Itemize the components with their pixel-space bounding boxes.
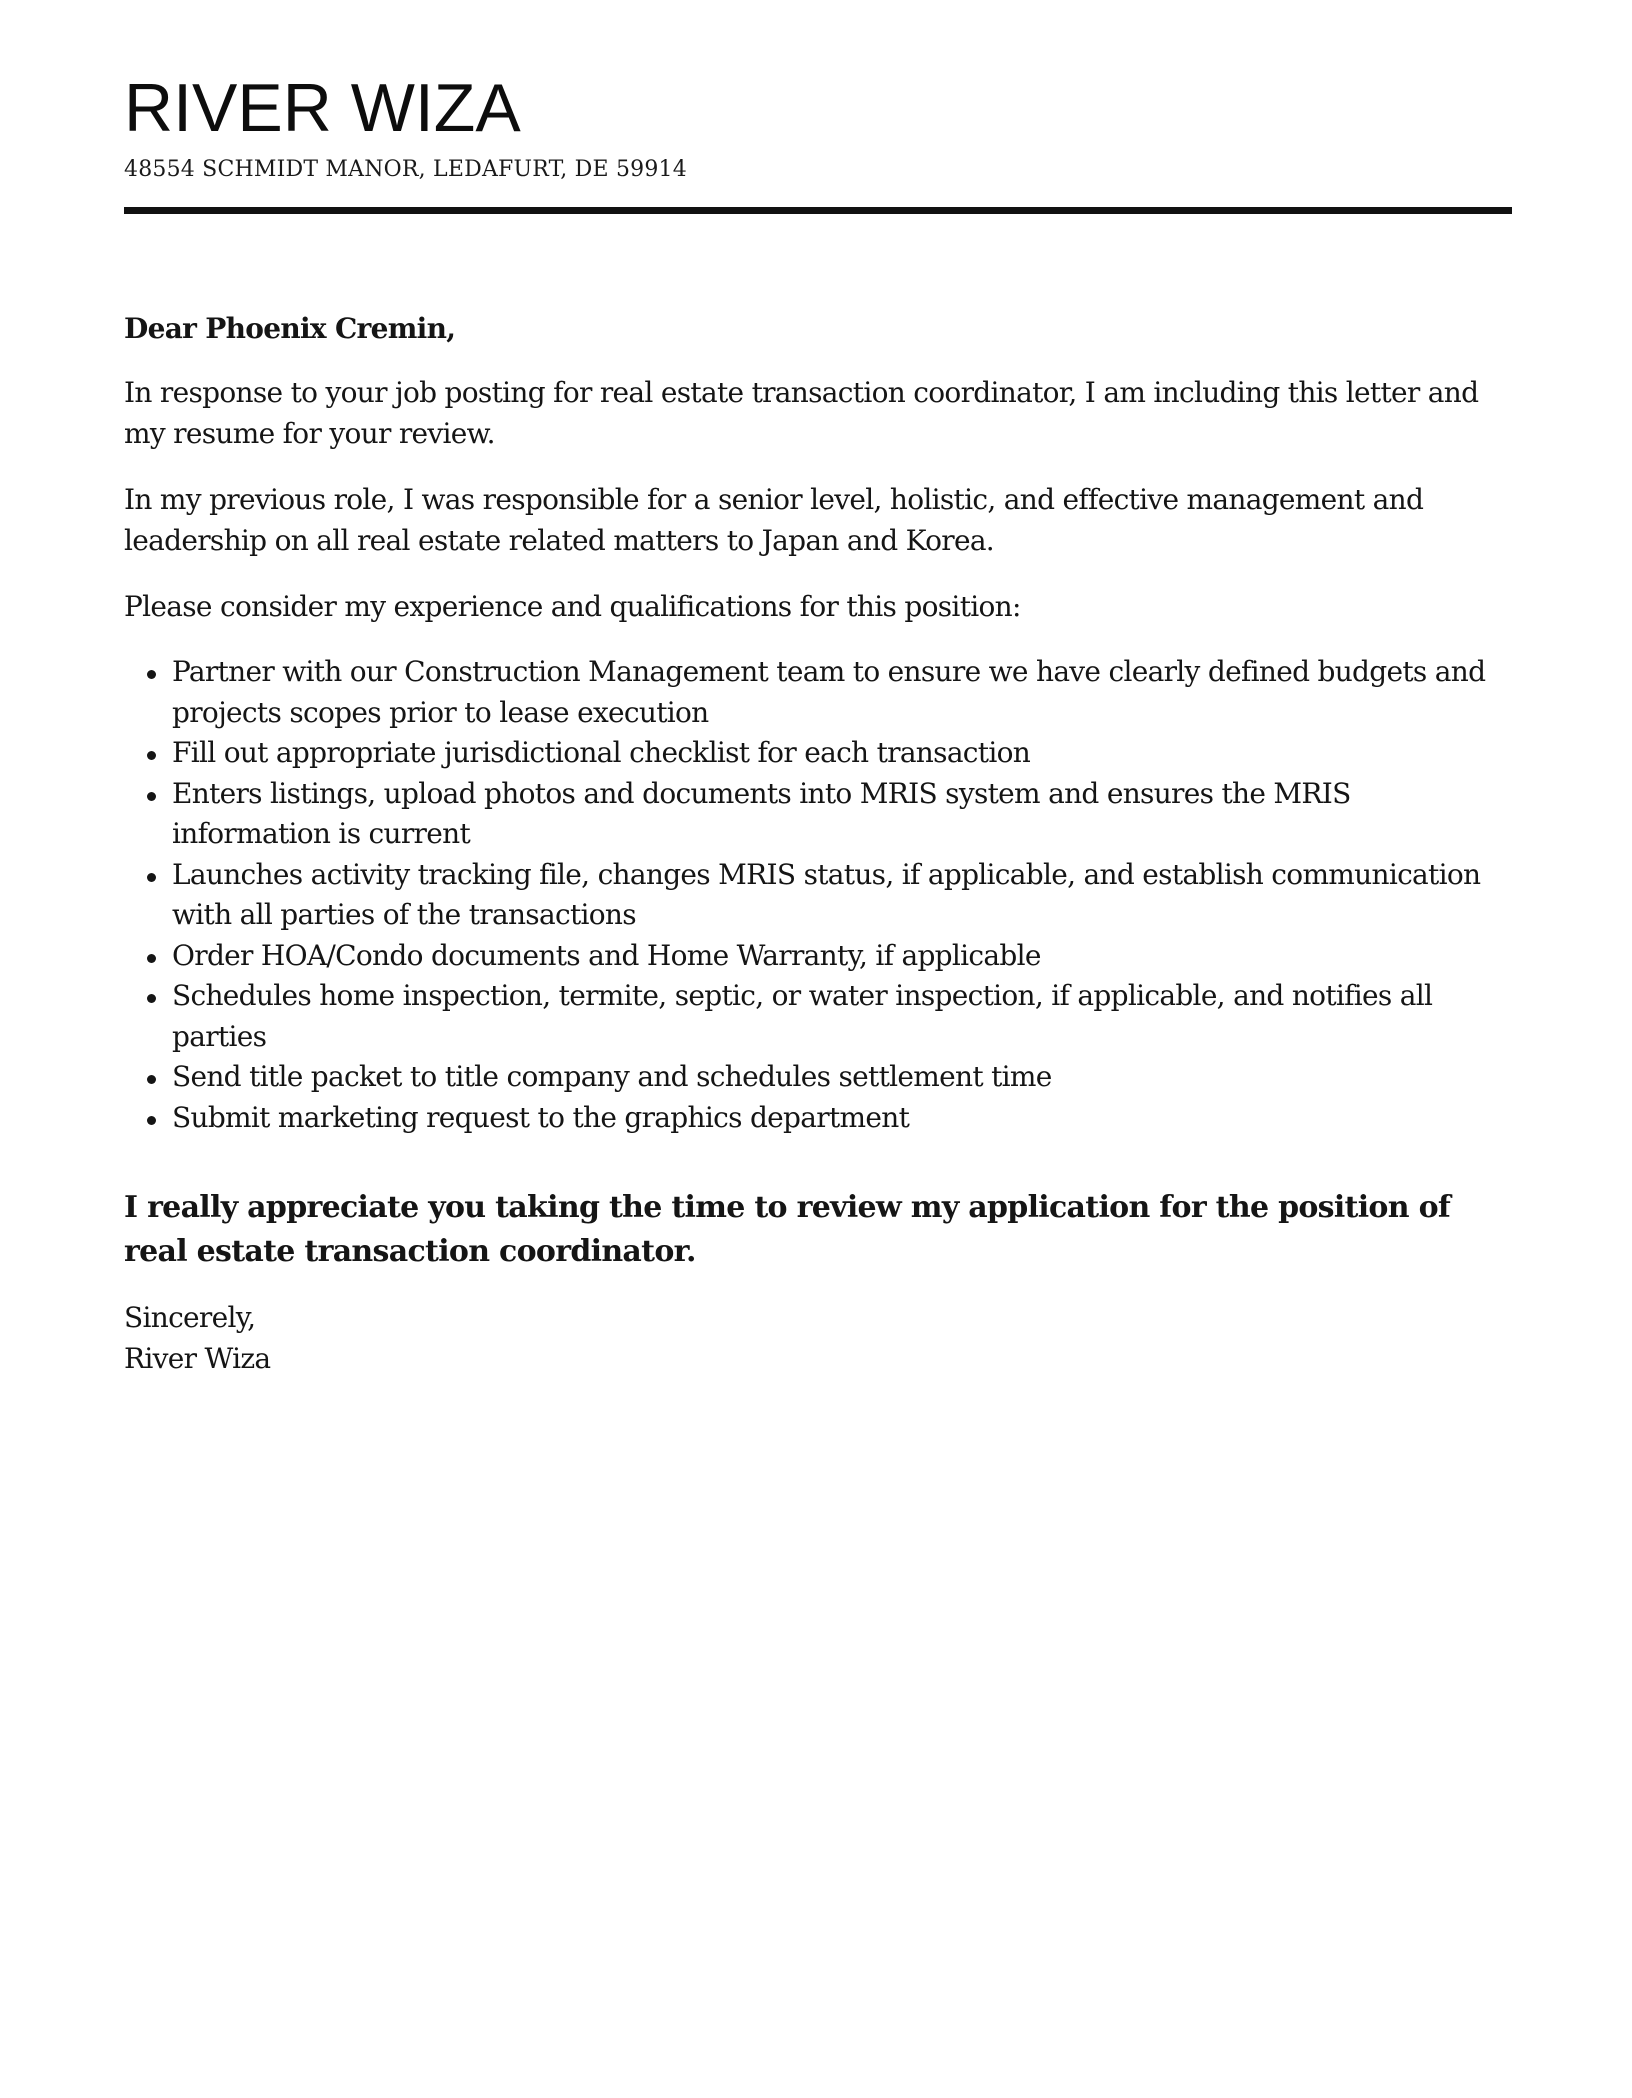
list-item: Submit marketing request to the graphics department — [172, 1098, 1512, 1139]
letterhead — [124, 0, 1512, 214]
list-item: Fill out appropriate jurisdictional checklist for each transaction — [172, 733, 1512, 774]
signature-name: River Wiza — [124, 1342, 271, 1375]
sender-name: RIVER WIZA — [124, 70, 521, 146]
list-item: Partner with our Construction Management team to ensure we have clearly defined budgets and projects scopes prior to lease execution — [172, 652, 1512, 733]
qualifications-lead-in: Please consider my experience and qualifications for this position: — [124, 590, 1021, 623]
signoff: Sincerely, — [124, 1301, 256, 1334]
list-item: Schedules home inspection, termite, septic, or water inspection, if applicable, and notifies all parties — [172, 976, 1512, 1057]
salutation: Dear Phoenix Cremin, — [124, 312, 456, 345]
cover-letter-page — [124, 0, 1512, 1379]
list-item: Launches activity tracking file, changes MRIS status, if applicable, and establish communication with all parties of the transactions — [172, 855, 1512, 936]
sender-address: 48554 SCHMIDT MANOR, LEDAFURT, DE 59914 — [124, 157, 687, 182]
closing-statement: I really appreciate you taking the time to review my application for the position of real estate transaction coordinator. — [124, 1190, 1451, 1269]
list-item: Send title packet to title company and schedules settlement time — [172, 1057, 1512, 1098]
letter-body — [124, 308, 1512, 1379]
experience-paragraph: In my previous role, I was responsible for a senior level, holistic, and effective management and leadership on all real estate related matters to Japan and Korea. — [124, 483, 1424, 557]
list-item: Enters listings, upload photos and documents into MRIS system and ensures the MRIS information is current — [172, 774, 1512, 855]
intro-paragraph: In response to your job posting for real estate transaction coordinator, I am including this letter and my resume for your review. — [124, 376, 1479, 450]
header-divider — [124, 207, 1512, 214]
qualifications-list — [124, 652, 1512, 1138]
list-item: Order HOA/Condo documents and Home Warranty, if applicable — [172, 936, 1512, 977]
